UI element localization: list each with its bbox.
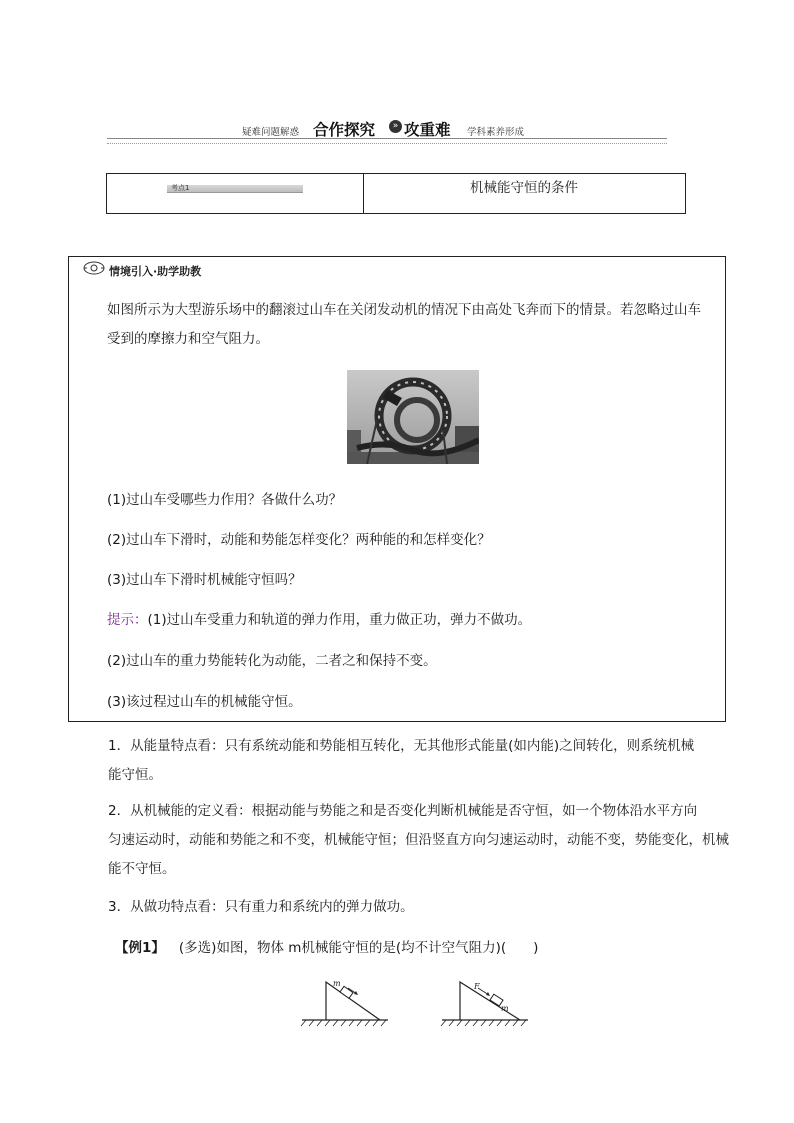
context-box	[68, 256, 726, 722]
header-divider	[107, 138, 667, 144]
point-1-line-1: 1．从能量特点看：只有系统动能和势能相互转化，无其他形式能量(如内能)之间转化，则系统机械	[108, 738, 695, 754]
point-2-line-3: 能不守恒。	[108, 861, 176, 877]
topic-tag	[167, 185, 303, 193]
question-1: (1)过山车受哪些力作用？各做什么功？	[107, 492, 343, 508]
header-left-label: 疑难问题解惑	[242, 127, 300, 138]
question-2: (2)过山车下滑时，动能和势能怎样变化？两种能的和怎样变化？	[107, 532, 491, 548]
diagram-1-incline	[300, 976, 390, 1028]
example-label: 【例1】	[115, 940, 165, 956]
diagram-2-mass-label: m	[501, 1004, 509, 1013]
header-arrow-icon: »	[389, 120, 402, 133]
lightbulb-icon	[83, 261, 105, 275]
answer-2: (2)过山车的重力势能转化为动能，二者之和保持不变。	[107, 653, 437, 669]
diagram-1-mass-label: m	[333, 979, 341, 988]
diagram-2-force-label: F	[474, 982, 480, 991]
intro-line-1: 如图所示为大型游乐场中的翻滚过山车在关闭发动机的情况下由高处飞奔而下的情景。若忽略过山车	[107, 302, 701, 318]
diagram-2-incline-force	[440, 976, 530, 1028]
answer-1: (1)过山车受重力和轨道的弹力作用，重力做正功，弹力不做功。	[147, 612, 532, 628]
topic-title: 机械能守恒的条件	[470, 180, 578, 196]
example-line	[115, 934, 538, 963]
point-3: 3．从做功特点看：只有重力和系统内的弹力做功。	[108, 899, 414, 915]
example-text: (多选)如图，物体 m机械能守恒的是(均不计空气阻力)( )	[178, 940, 539, 956]
header-title-part1: 合作探究	[313, 121, 376, 139]
point-2-line-1: 2．从机械能的定义看：根据动能与势能之和是否变化判断机械能是否守恒，如一个物体沿水平方向	[108, 803, 698, 819]
answer-3: (3)该过程过山车的机械能守恒。	[107, 694, 302, 710]
header-title-part2: 攻重难	[404, 121, 451, 139]
context-box-title: 情境引入·助学助教	[109, 265, 202, 278]
point-2-line-2: 匀速运动时，动能和势能之和不变，机械能守恒；但沿竖直方向匀速运动时，动能不变，势能变化，机械	[108, 832, 729, 848]
roller-coaster-photo	[347, 370, 479, 464]
section-header	[107, 118, 667, 140]
topic-tag-label: 考点1	[171, 184, 190, 192]
topic-table	[106, 173, 686, 214]
answer-1-line	[107, 605, 531, 635]
hint-label: 提示：	[107, 612, 148, 628]
question-3: (3)过山车下滑时机械能守恒吗？	[107, 572, 302, 588]
header-right-label: 学科素养形成	[467, 127, 525, 138]
point-1-line-2: 能守恒。	[108, 767, 162, 783]
intro-line-2: 受到的摩擦力和空气阻力。	[107, 331, 269, 347]
